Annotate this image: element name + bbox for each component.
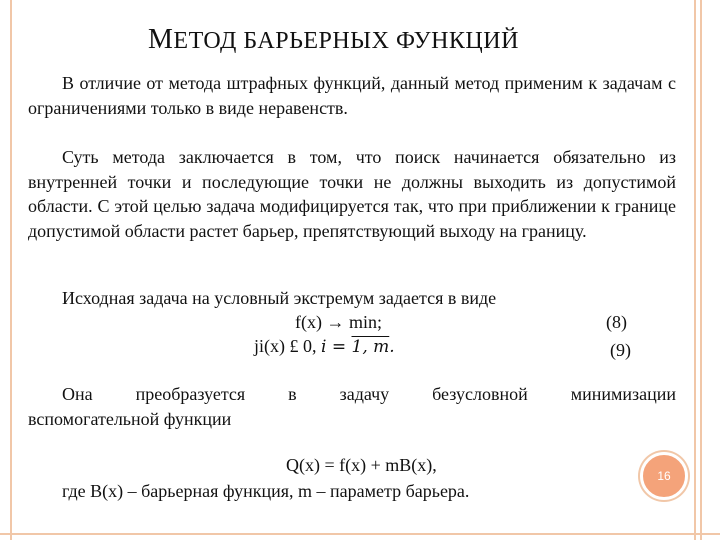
paragraph-transformation-line1: Она преобразуется в задачу безусловной минимизации (62, 384, 676, 404)
frame-line-right-outer (700, 0, 702, 540)
frame-line-right (694, 0, 696, 540)
page-number-badge: 16 (640, 452, 688, 500)
paragraph-original-problem: Исходная задача на условный экстремум задается в виде (62, 288, 497, 308)
equation-objective: f(x) → min; (295, 312, 382, 332)
constraint-period: . (389, 337, 395, 357)
frame-line-left (10, 0, 12, 540)
title-first-letter: М (148, 24, 174, 55)
title-rest: ЕТОД БАРЬЕРНЫХ ФУНКЦИЙ (173, 28, 519, 54)
equation-number-9: (9) (610, 340, 631, 360)
paragraph-method-essence: Суть метода заключается в том, что поиск начинается обязательно из внутренней точки и последующие точки не должны выходить из допустимой области. С этой целью задача модифицируется так, что при приближении к границе допустимой области растет барьер, препятствующий выходу на границу. (28, 147, 676, 241)
frame-line-bottom (0, 533, 720, 535)
slide-title (148, 24, 519, 56)
paragraph-transformation (28, 382, 676, 431)
equation-number-8: (8) (606, 312, 627, 332)
paragraph-transformation-line2: вспомогательной функции (28, 408, 232, 429)
equation-auxiliary-function: Q(x) = f(x) + mB(x), (286, 455, 437, 475)
constraint-equals: = (326, 337, 352, 357)
constraint-range: 1, m (351, 337, 390, 357)
constraint-expression: ji(x) £ 0, (254, 336, 321, 356)
constraint-index: i (321, 337, 327, 357)
equation-constraints (254, 336, 395, 357)
paragraph-intro: В отличие от метода штрафных функций, данный метод применим к задачам с ограничениями только в виде неравенств. (28, 73, 676, 118)
paragraph-barrier-definition: где B(x) – барьерная функция, m – параметр барьера. (62, 481, 470, 501)
